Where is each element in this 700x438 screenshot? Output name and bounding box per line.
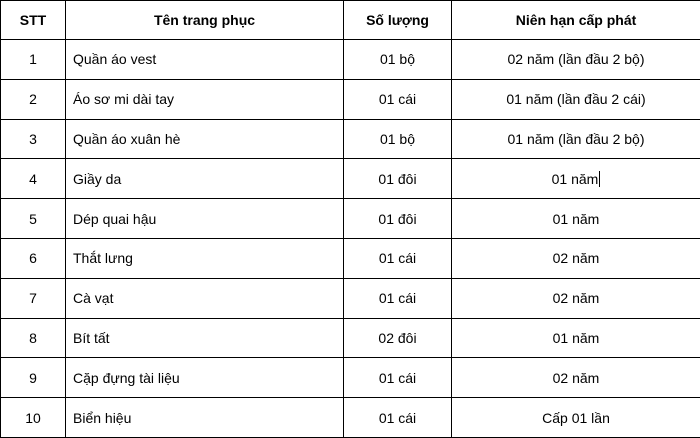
- cell-stt: 10: [1, 398, 66, 438]
- cell-qty: 02 đôi: [344, 318, 452, 358]
- cell-qty: 01 cái: [344, 398, 452, 438]
- cell-name: Cặp đựng tài liệu: [66, 358, 344, 398]
- cell-name: Áo sơ mi dài tay: [66, 79, 344, 119]
- cell-stt: 1: [1, 40, 66, 80]
- cell-stt: 4: [1, 159, 66, 199]
- table-row: [1, 199, 700, 239]
- cell-term-text: 01 năm: [551, 170, 599, 187]
- table-row: [1, 119, 700, 159]
- cell-stt: 9: [1, 358, 66, 398]
- header-name: Tên trang phục: [66, 1, 344, 40]
- cell-term: Cấp 01 lần: [452, 398, 700, 438]
- cell-qty: 01 cái: [344, 278, 452, 318]
- cell-term: 01 năm: [452, 199, 700, 239]
- cell-qty: 01 bộ: [344, 40, 452, 80]
- cell-stt: 7: [1, 278, 66, 318]
- cell-stt: 6: [1, 238, 66, 278]
- cell-name: Quần áo vest: [66, 40, 344, 80]
- table-row: [1, 40, 700, 80]
- cell-term: 02 năm: [452, 278, 700, 318]
- table-row: [1, 358, 700, 398]
- cell-term: 01 năm (lần đầu 2 cái): [452, 79, 700, 119]
- table-row: [1, 238, 700, 278]
- cell-name: Thắt lưng: [66, 238, 344, 278]
- header-term: Niên hạn cấp phát: [452, 1, 700, 40]
- cell-qty: 01 cái: [344, 238, 452, 278]
- cell-name: Quần áo xuân hè: [66, 119, 344, 159]
- header-qty: Số lượng: [344, 1, 452, 40]
- cell-stt: 5: [1, 199, 66, 239]
- cell-term: 02 năm: [452, 358, 700, 398]
- cell-qty: 01 đôi: [344, 159, 452, 199]
- table-row: [1, 79, 700, 119]
- cell-stt: 3: [1, 119, 66, 159]
- cell-term: 02 năm (lần đầu 2 bộ): [452, 40, 700, 80]
- table-row: [1, 278, 700, 318]
- header-row: [1, 1, 700, 40]
- cell-qty: 01 đôi: [344, 199, 452, 239]
- text-cursor: [599, 171, 600, 187]
- cell-name: Bít tất: [66, 318, 344, 358]
- table-row: [1, 398, 700, 438]
- cell-qty: 01 bộ: [344, 119, 452, 159]
- cell-stt: 2: [1, 79, 66, 119]
- cell-term[interactable]: [452, 159, 700, 199]
- cell-name: Cà vạt: [66, 278, 344, 318]
- cell-qty: 01 cái: [344, 358, 452, 398]
- cell-term: 01 năm: [452, 318, 700, 358]
- table-row: [1, 318, 700, 358]
- cell-qty: 01 cái: [344, 79, 452, 119]
- header-stt: STT: [1, 1, 66, 40]
- cell-name: Biển hiệu: [66, 398, 344, 438]
- cell-stt: 8: [1, 318, 66, 358]
- cell-term: 01 năm (lần đầu 2 bộ): [452, 119, 700, 159]
- cell-name: Giầy da: [66, 159, 344, 199]
- table-row: [1, 159, 700, 199]
- cell-term: 02 năm: [452, 238, 700, 278]
- cell-name: Dép quai hậu: [66, 199, 344, 239]
